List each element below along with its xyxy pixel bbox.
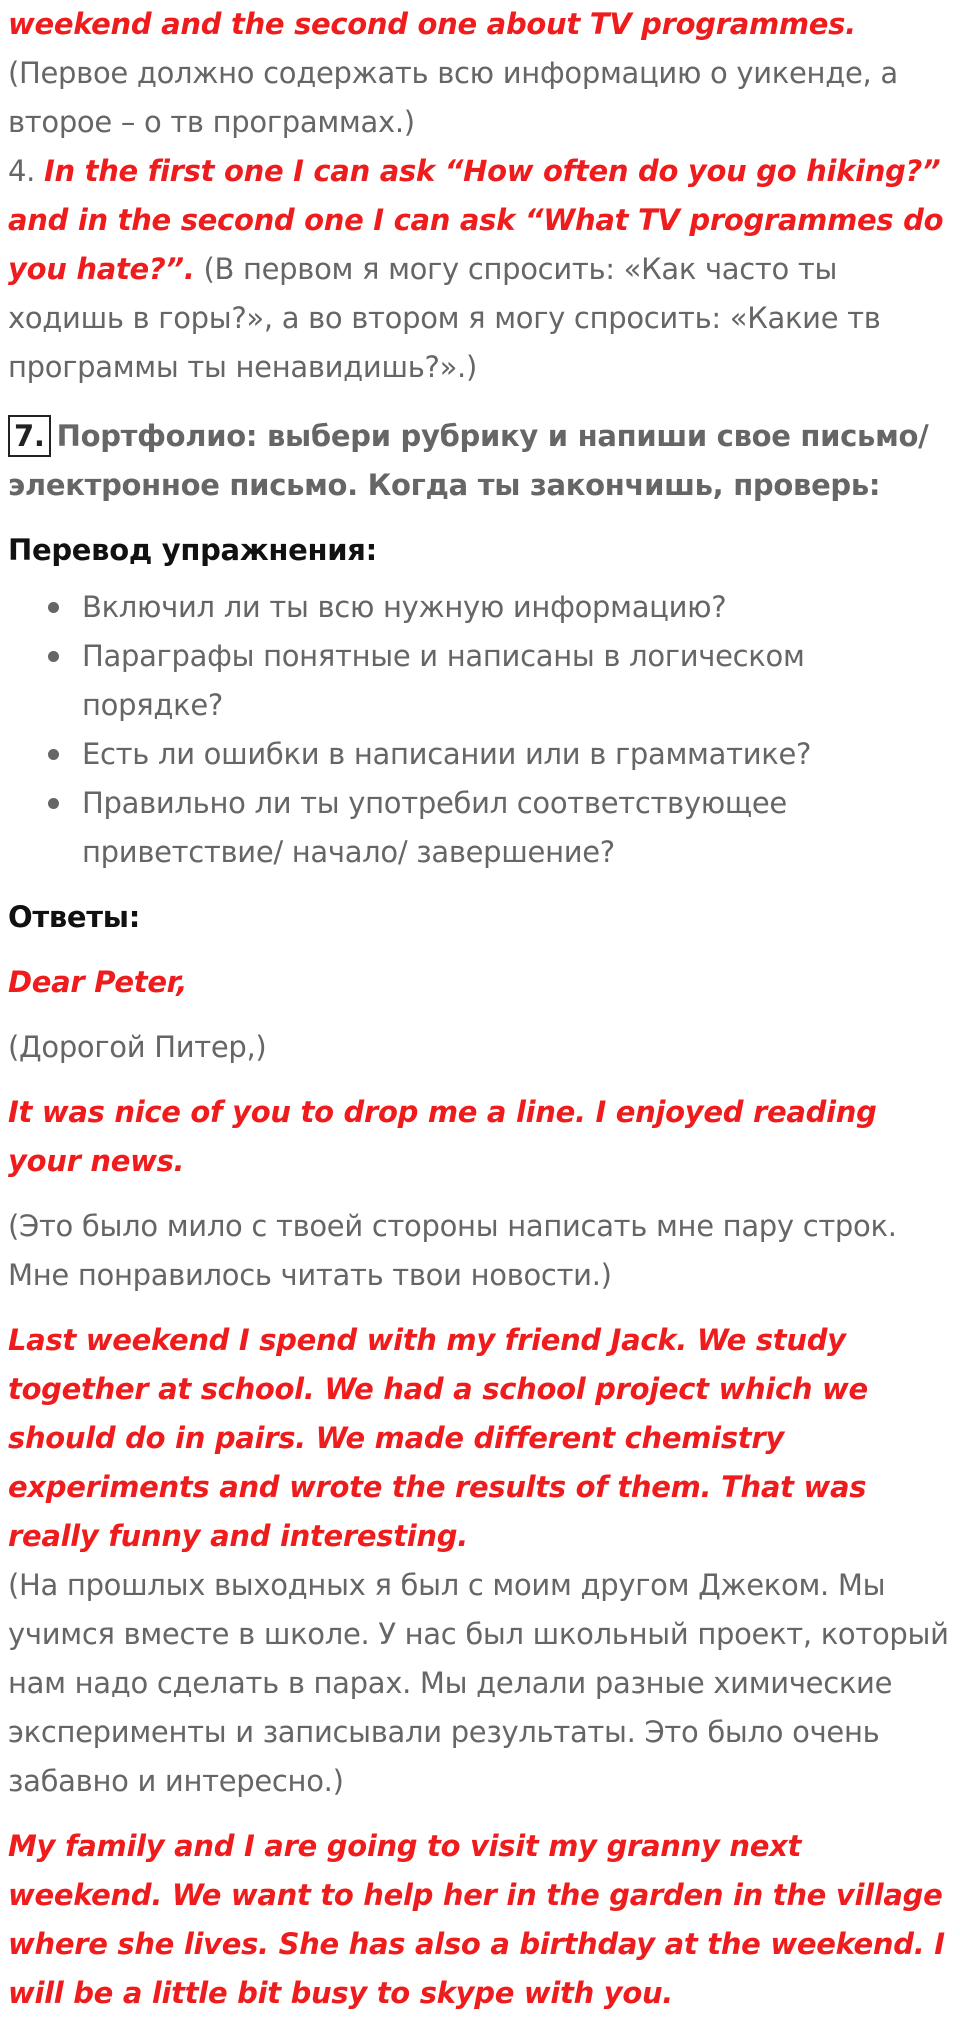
bullet-icon <box>48 651 59 662</box>
bullet-icon <box>48 798 59 809</box>
answer-item-4 <box>8 147 952 392</box>
exercise-number-box: 7. <box>8 415 51 457</box>
translation-line: (На прошлых выходных я был с моим другом Джеком. Мы учимся вместе в школе. У нас был школьный проект, который нам надо сделать в парах. Мы делали разные химические эксперименты и записывали результаты. Это было очень забавно и интересно.) <box>8 1568 949 1798</box>
translation-label: Перевод упражнения: <box>8 533 377 567</box>
exercise-7-heading <box>8 412 952 510</box>
answer-english-text: weekend and the second one about TV programmes. <box>8 7 856 41</box>
list-item-text: Есть ли ошибки в написании или в грамматике? <box>82 737 812 771</box>
item-number: 4. <box>8 154 44 188</box>
translation-line: (Это было мило с твоей стороны написать мне пару строк. Мне понравилось читать твои новости.) <box>8 1209 897 1292</box>
translation-text: (Первое должно содержать всю информацию о уикенде, а второе – о тв программах.) <box>8 56 898 139</box>
exercise-7-text: Портфолио: выбери рубрику и напиши свое письмо/ электронное письмо. Когда ты закончишь, проверь: <box>8 419 929 502</box>
answer-english-text: In the first one I can ask “How often do you go hiking?” and in the second one I can ask “What TV programmes do you hate?”. <box>8 154 944 286</box>
paragraph-top <box>8 0 952 147</box>
translation-text: (В первом я могу спросить: «Как часто ты ходишь в горы?», а во втором я могу спросить: «Какие тв программы ты ненавидишь?».) <box>8 252 881 384</box>
answer-line: My family and I are going to visit my granny next weekend. We want to help her in the garden in the village where she lives. She has also a birthday at the weekend. I will be a little bit busy to skype with you. <box>8 1829 945 2010</box>
answer-line: Last weekend I spend with my friend Jack. We study together at school. We had a school project which we should do in pairs. We made different chemistry experiments and wrote the results of them. That was really funny and interesting. <box>8 1323 868 1553</box>
bullet-icon <box>48 749 59 760</box>
bullet-icon <box>48 602 59 613</box>
list-item <box>82 730 952 779</box>
answer-line: It was nice of you to drop me a line. I enjoyed reading your news. <box>8 1095 877 1178</box>
translation-line: (Дорогой Питер,) <box>8 1030 267 1064</box>
checklist <box>8 583 952 877</box>
list-item <box>82 779 952 877</box>
answer-line: Dear Peter, <box>8 965 188 999</box>
list-item <box>82 632 952 730</box>
answers-label: Ответы: <box>8 900 141 934</box>
list-item-text: Включил ли ты всю нужную информацию? <box>82 590 727 624</box>
list-item-text: Параграфы понятные и написаны в логическом порядке? <box>82 639 805 722</box>
list-item-text: Правильно ли ты употребил соответствующее приветствие/ начало/ завершение? <box>82 786 787 869</box>
list-item <box>82 583 952 632</box>
